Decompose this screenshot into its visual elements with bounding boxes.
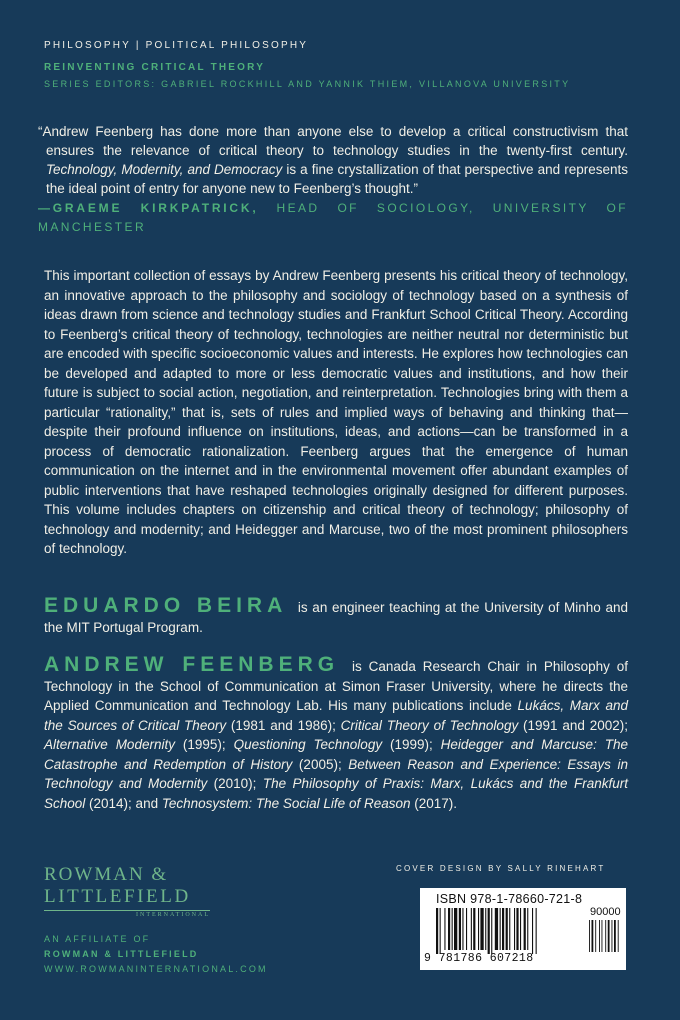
quote-book-title: Technology, Modernity, and Democracy <box>46 162 283 177</box>
quote-text-2: is a fine crystallization of that perspective and represents the ideal point of entry for anyone new to Feenberg’s thought.” <box>46 162 628 196</box>
affiliate-label: AN AFFILIATE OF <box>44 934 151 944</box>
bio-text: (1995); <box>174 737 234 752</box>
bio-text: (1981 and 1986); <box>226 717 341 733</box>
publisher-line-3: INTERNATIONAL <box>136 912 210 918</box>
ean-number: 9 781786 607218 <box>424 952 534 965</box>
publisher-affiliate <box>44 932 268 977</box>
series-editors: SERIES EDITORS: GABRIEL ROCKHILL AND YANNIK THIEM, VILLANOVA UNIVERSITY <box>44 79 571 89</box>
bio-text-beira: is an engineer teaching at the University of Minho and the MIT Portugal Program. <box>44 600 628 635</box>
publisher-logo <box>44 864 210 918</box>
bio-text: (2010); <box>207 776 263 791</box>
series-title: REINVENTING CRITICAL THEORY <box>44 62 266 73</box>
bio-text: (1999); <box>382 737 441 752</box>
bio-text: (2017). <box>410 795 458 811</box>
price-code: 90000 <box>590 906 621 918</box>
book-title: Technosystem: The Social Life of Reason <box>161 795 411 811</box>
affiliate-name: ROWMAN & LITTLEFIELD <box>44 949 199 959</box>
bio-text: (2005); <box>292 756 349 772</box>
bio-eduardo-beira <box>44 596 628 637</box>
bio-andrew-feenberg <box>44 655 628 813</box>
book-title: Between Reason and Experience: Essays in Technology and Modernity <box>44 756 628 791</box>
description-text: This important collection of essays by Andrew Feenberg presents his critical theory of technology, an innovative approach to the philosophy and sociology of technology based on a synthesis of ideas drawn from science and technology studies and Frankfurt School Critical Theory. According to Feenberg’s critical theory of technology, technologies are neither neutral nor deterministic but are encoded with specific socioeconomic values and interests. He explores how technologies can be developed and adapted to more or less democratic values and institutions, and how their future is subject to social action, negotiation, and reinterpretation. Technologies bring with them a particular “rationality,” that is, sets of rules and implied ways of behaving and thinking that—despite their profound influence on institutions, ideas, and actions—can be transformed in a process of democratic rationalization. Feenberg argues that the emergence of human communication on the internet and in the environmental movement offer abundant examples of public interventions that have reshaped technologies originally designed for different purposes. This volume includes chapters on citizenship and critical theory of technology; philosophy of technology and modernity; and Heidegger and Marcuse, two of the most prominent philosophers of technology. <box>44 268 628 556</box>
book-title: Heidegger and Marcuse: The Catastrophe and Redemption of History <box>44 737 628 772</box>
quote-text-1: “Andrew Feenberg has done more than anyone else to develop a critical constructivism that ensures the relevance of critical theory to technology studies in the twenty-first century. <box>38 124 628 158</box>
book-title: Questioning Technology <box>233 737 383 752</box>
book-description <box>44 266 628 559</box>
bio-text: (1991 and 2002); <box>518 717 628 733</box>
category-label: PHILOSOPHY | POLITICAL PHILOSOPHY <box>44 40 309 51</box>
publisher-line-1: ROWMAN & <box>44 864 169 885</box>
book-title: Lukács, Marx and the Sources of Critical Theory <box>44 698 628 733</box>
book-title: Alternative Modernity <box>44 737 175 752</box>
quote-affiliation: HEAD OF SOCIOLOGY, UNIVERSITY OF MANCHESTER <box>38 201 628 234</box>
publisher-website: WWW.ROWMANINTERNATIONAL.COM <box>44 964 268 974</box>
bio-text: is Canada Research Chair in Philosophy of Technology in the School of Communication at Simon Fraser University, where he directs the Applied Communication and Technology Lab. His many publications include <box>44 659 628 713</box>
ean-barcode-icon <box>434 908 584 954</box>
bio-name-feenberg: ANDREW FEENBERG <box>44 653 340 676</box>
publisher-line-2: LITTLEFIELD <box>44 886 191 907</box>
cover-credit: COVER DESIGN BY SALLY RINEHART <box>396 864 606 873</box>
book-title: Critical Theory of Technology <box>340 717 519 733</box>
quote-attribution <box>38 199 628 237</box>
publisher-rule <box>44 910 210 911</box>
endorsement-quote <box>38 122 628 237</box>
isbn-text: ISBN 978-1-78660-721-8 <box>436 892 583 906</box>
quote-author: —GRAEME KIRKPATRICK, <box>38 201 259 215</box>
barcode <box>420 888 626 970</box>
bio-text: (2014); and <box>85 795 162 811</box>
addon-barcode-icon <box>588 920 622 954</box>
bio-name-beira: EDUARDO BEIRA <box>44 594 288 617</box>
book-title: The Philosophy of Praxis: Marx, Lukács and the Frankfurt School <box>44 776 628 811</box>
